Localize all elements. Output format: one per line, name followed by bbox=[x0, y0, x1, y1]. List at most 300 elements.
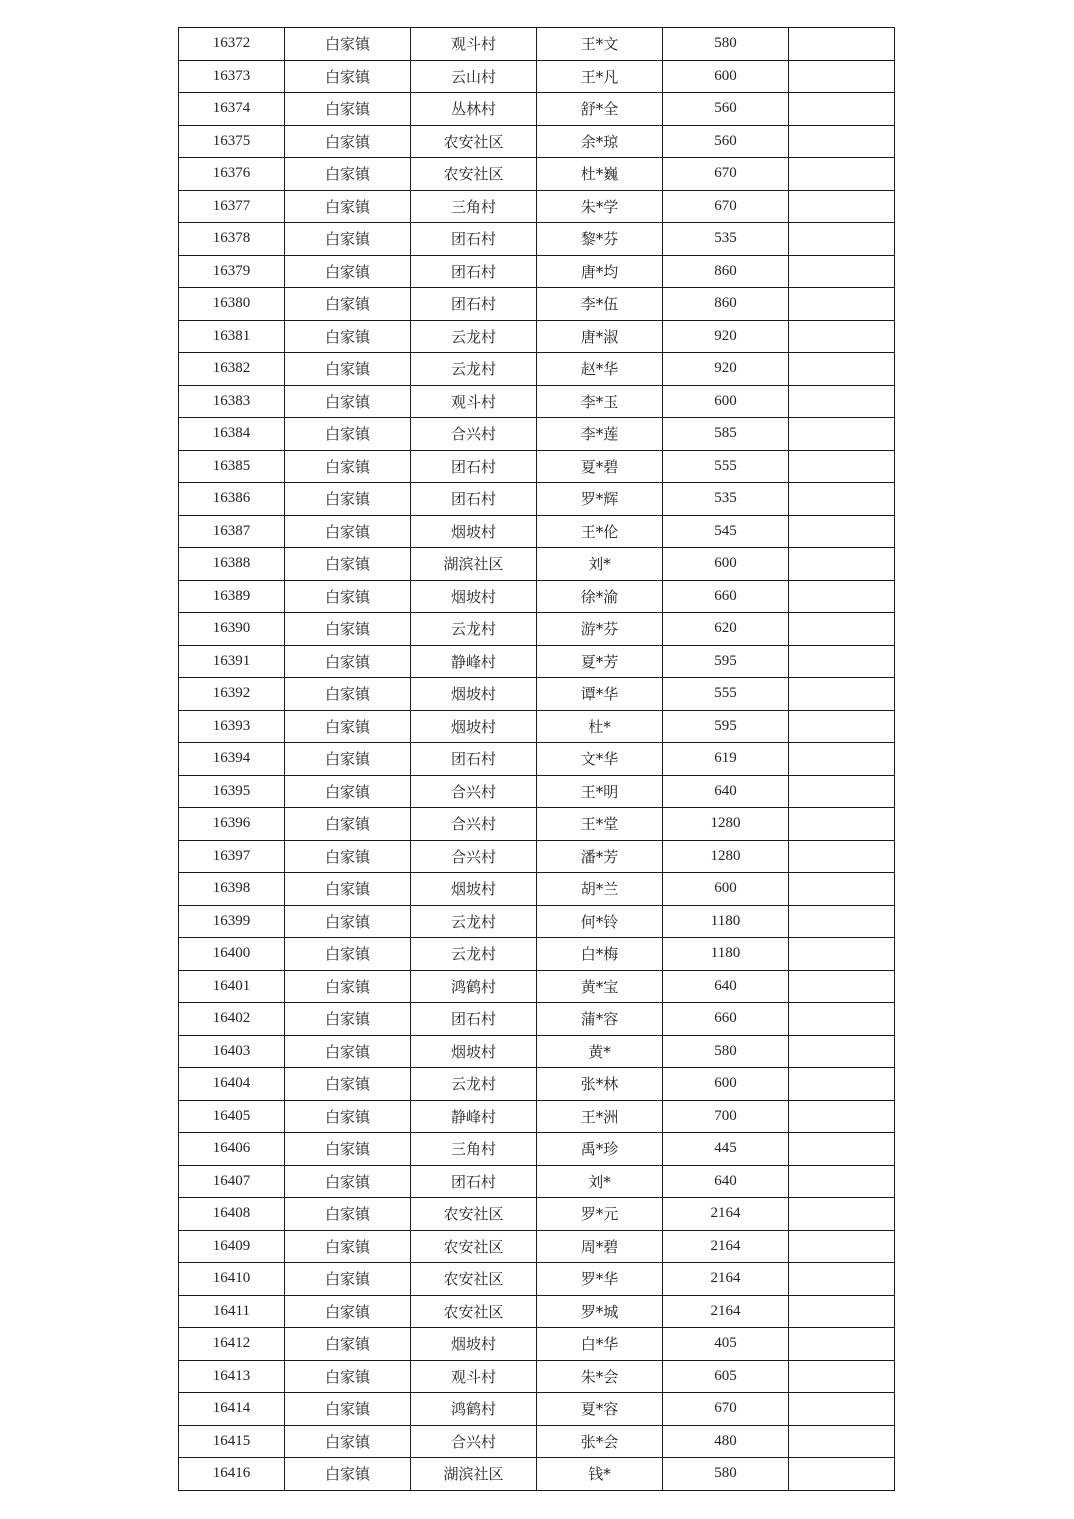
cell-serial-number: 16395 bbox=[179, 775, 285, 808]
cell-amount: 640 bbox=[663, 775, 789, 808]
cell-amount: 600 bbox=[663, 60, 789, 93]
cell-note bbox=[789, 450, 895, 483]
cell-village: 农安社区 bbox=[411, 1198, 537, 1231]
cell-amount: 580 bbox=[663, 28, 789, 61]
cell-person-name: 唐*淑 bbox=[537, 320, 663, 353]
cell-serial-number: 16410 bbox=[179, 1263, 285, 1296]
table-row bbox=[179, 1328, 895, 1361]
cell-amount: 580 bbox=[663, 1035, 789, 1068]
cell-person-name: 刘* bbox=[537, 548, 663, 581]
cell-note bbox=[789, 1263, 895, 1296]
cell-village: 云龙村 bbox=[411, 320, 537, 353]
cell-serial-number: 16372 bbox=[179, 28, 285, 61]
cell-amount: 580 bbox=[663, 1458, 789, 1491]
cell-town: 白家镇 bbox=[285, 223, 411, 256]
cell-serial-number: 16411 bbox=[179, 1295, 285, 1328]
cell-amount: 405 bbox=[663, 1328, 789, 1361]
cell-amount: 535 bbox=[663, 223, 789, 256]
cell-town: 白家镇 bbox=[285, 1198, 411, 1231]
cell-village: 云山村 bbox=[411, 60, 537, 93]
cell-village: 云龙村 bbox=[411, 613, 537, 646]
cell-village: 农安社区 bbox=[411, 1230, 537, 1263]
cell-note bbox=[789, 483, 895, 516]
cell-village: 烟坡村 bbox=[411, 515, 537, 548]
cell-town: 白家镇 bbox=[285, 125, 411, 158]
cell-village: 合兴村 bbox=[411, 840, 537, 873]
cell-person-name: 罗*城 bbox=[537, 1295, 663, 1328]
cell-town: 白家镇 bbox=[285, 1068, 411, 1101]
cell-person-name: 余*琼 bbox=[537, 125, 663, 158]
cell-village: 团石村 bbox=[411, 743, 537, 776]
cell-amount: 600 bbox=[663, 548, 789, 581]
cell-village: 烟坡村 bbox=[411, 580, 537, 613]
cell-serial-number: 16384 bbox=[179, 418, 285, 451]
cell-village: 团石村 bbox=[411, 223, 537, 256]
table-row bbox=[179, 223, 895, 256]
cell-person-name: 朱*学 bbox=[537, 190, 663, 223]
cell-note bbox=[789, 1198, 895, 1231]
cell-serial-number: 16408 bbox=[179, 1198, 285, 1231]
table-row bbox=[179, 1035, 895, 1068]
cell-serial-number: 16415 bbox=[179, 1425, 285, 1458]
cell-amount: 555 bbox=[663, 450, 789, 483]
cell-village: 合兴村 bbox=[411, 775, 537, 808]
cell-village: 观斗村 bbox=[411, 385, 537, 418]
cell-note bbox=[789, 1230, 895, 1263]
cell-note bbox=[789, 840, 895, 873]
cell-town: 白家镇 bbox=[285, 1328, 411, 1361]
cell-person-name: 白*华 bbox=[537, 1328, 663, 1361]
cell-person-name: 黄*宝 bbox=[537, 970, 663, 1003]
cell-note bbox=[789, 548, 895, 581]
cell-serial-number: 16388 bbox=[179, 548, 285, 581]
cell-note bbox=[789, 1003, 895, 1036]
cell-note bbox=[789, 905, 895, 938]
cell-village: 观斗村 bbox=[411, 1360, 537, 1393]
cell-town: 白家镇 bbox=[285, 970, 411, 1003]
cell-amount: 1280 bbox=[663, 808, 789, 841]
cell-person-name: 夏*芳 bbox=[537, 645, 663, 678]
cell-serial-number: 16382 bbox=[179, 353, 285, 386]
cell-person-name: 夏*碧 bbox=[537, 450, 663, 483]
cell-town: 白家镇 bbox=[285, 710, 411, 743]
table-row bbox=[179, 840, 895, 873]
cell-amount: 660 bbox=[663, 1003, 789, 1036]
cell-village: 团石村 bbox=[411, 483, 537, 516]
cell-town: 白家镇 bbox=[285, 613, 411, 646]
cell-town: 白家镇 bbox=[285, 743, 411, 776]
cell-person-name: 游*芬 bbox=[537, 613, 663, 646]
cell-village: 烟坡村 bbox=[411, 873, 537, 906]
cell-village: 合兴村 bbox=[411, 808, 537, 841]
cell-serial-number: 16405 bbox=[179, 1100, 285, 1133]
table-row bbox=[179, 808, 895, 841]
table-row bbox=[179, 710, 895, 743]
cell-note bbox=[789, 1068, 895, 1101]
cell-town: 白家镇 bbox=[285, 548, 411, 581]
table-row bbox=[179, 320, 895, 353]
cell-note bbox=[789, 613, 895, 646]
cell-serial-number: 16401 bbox=[179, 970, 285, 1003]
table-row bbox=[179, 158, 895, 191]
cell-serial-number: 16391 bbox=[179, 645, 285, 678]
cell-amount: 555 bbox=[663, 678, 789, 711]
cell-town: 白家镇 bbox=[285, 1360, 411, 1393]
cell-village: 丛林村 bbox=[411, 93, 537, 126]
cell-serial-number: 16375 bbox=[179, 125, 285, 158]
table-row bbox=[179, 483, 895, 516]
cell-serial-number: 16406 bbox=[179, 1133, 285, 1166]
cell-serial-number: 16386 bbox=[179, 483, 285, 516]
cell-serial-number: 16403 bbox=[179, 1035, 285, 1068]
cell-note bbox=[789, 288, 895, 321]
cell-amount: 595 bbox=[663, 645, 789, 678]
cell-town: 白家镇 bbox=[285, 1458, 411, 1491]
cell-serial-number: 16400 bbox=[179, 938, 285, 971]
cell-note bbox=[789, 678, 895, 711]
cell-village: 鸿鹤村 bbox=[411, 970, 537, 1003]
cell-person-name: 蒲*容 bbox=[537, 1003, 663, 1036]
cell-town: 白家镇 bbox=[285, 580, 411, 613]
cell-serial-number: 16383 bbox=[179, 385, 285, 418]
cell-person-name: 黎*芬 bbox=[537, 223, 663, 256]
cell-note bbox=[789, 385, 895, 418]
cell-serial-number: 16387 bbox=[179, 515, 285, 548]
cell-town: 白家镇 bbox=[285, 1230, 411, 1263]
cell-village: 团石村 bbox=[411, 1003, 537, 1036]
cell-town: 白家镇 bbox=[285, 1165, 411, 1198]
cell-village: 云龙村 bbox=[411, 1068, 537, 1101]
cell-amount: 560 bbox=[663, 125, 789, 158]
cell-note bbox=[789, 1035, 895, 1068]
cell-village: 烟坡村 bbox=[411, 678, 537, 711]
cell-serial-number: 16385 bbox=[179, 450, 285, 483]
cell-person-name: 潘*芳 bbox=[537, 840, 663, 873]
cell-note bbox=[789, 1360, 895, 1393]
cell-note bbox=[789, 1425, 895, 1458]
table-body bbox=[179, 28, 895, 1491]
cell-amount: 2164 bbox=[663, 1295, 789, 1328]
cell-person-name: 胡*兰 bbox=[537, 873, 663, 906]
cell-note bbox=[789, 93, 895, 126]
cell-village: 三角村 bbox=[411, 190, 537, 223]
table-row bbox=[179, 1393, 895, 1426]
cell-amount: 660 bbox=[663, 580, 789, 613]
table-row bbox=[179, 938, 895, 971]
table-row bbox=[179, 1263, 895, 1296]
cell-serial-number: 16413 bbox=[179, 1360, 285, 1393]
cell-person-name: 黄* bbox=[537, 1035, 663, 1068]
cell-village: 烟坡村 bbox=[411, 1035, 537, 1068]
table-row bbox=[179, 1133, 895, 1166]
table-row bbox=[179, 1425, 895, 1458]
cell-amount: 2164 bbox=[663, 1198, 789, 1231]
cell-amount: 700 bbox=[663, 1100, 789, 1133]
cell-note bbox=[789, 353, 895, 386]
cell-note bbox=[789, 1328, 895, 1361]
cell-person-name: 钱* bbox=[537, 1458, 663, 1491]
cell-town: 白家镇 bbox=[285, 1425, 411, 1458]
cell-serial-number: 16377 bbox=[179, 190, 285, 223]
table-row bbox=[179, 93, 895, 126]
table-row bbox=[179, 580, 895, 613]
cell-note bbox=[789, 125, 895, 158]
cell-village: 团石村 bbox=[411, 288, 537, 321]
cell-amount: 595 bbox=[663, 710, 789, 743]
cell-serial-number: 16397 bbox=[179, 840, 285, 873]
cell-note bbox=[789, 418, 895, 451]
cell-note bbox=[789, 28, 895, 61]
cell-amount: 860 bbox=[663, 288, 789, 321]
cell-serial-number: 16376 bbox=[179, 158, 285, 191]
cell-note bbox=[789, 190, 895, 223]
table-row bbox=[179, 450, 895, 483]
table-row bbox=[179, 288, 895, 321]
cell-person-name: 舒*全 bbox=[537, 93, 663, 126]
table-row bbox=[179, 905, 895, 938]
cell-serial-number: 16374 bbox=[179, 93, 285, 126]
cell-village: 云龙村 bbox=[411, 353, 537, 386]
cell-town: 白家镇 bbox=[285, 353, 411, 386]
cell-note bbox=[789, 808, 895, 841]
cell-person-name: 王*堂 bbox=[537, 808, 663, 841]
cell-town: 白家镇 bbox=[285, 1035, 411, 1068]
cell-note bbox=[789, 710, 895, 743]
cell-amount: 670 bbox=[663, 158, 789, 191]
cell-town: 白家镇 bbox=[285, 418, 411, 451]
cell-person-name: 杜*巍 bbox=[537, 158, 663, 191]
table-row bbox=[179, 353, 895, 386]
cell-town: 白家镇 bbox=[285, 60, 411, 93]
cell-amount: 1280 bbox=[663, 840, 789, 873]
cell-person-name: 李*莲 bbox=[537, 418, 663, 451]
cell-town: 白家镇 bbox=[285, 1100, 411, 1133]
cell-village: 三角村 bbox=[411, 1133, 537, 1166]
cell-town: 白家镇 bbox=[285, 190, 411, 223]
cell-person-name: 朱*会 bbox=[537, 1360, 663, 1393]
table-row bbox=[179, 873, 895, 906]
cell-town: 白家镇 bbox=[285, 158, 411, 191]
cell-note bbox=[789, 1295, 895, 1328]
cell-village: 农安社区 bbox=[411, 1263, 537, 1296]
cell-town: 白家镇 bbox=[285, 938, 411, 971]
cell-person-name: 文*华 bbox=[537, 743, 663, 776]
cell-person-name: 罗*元 bbox=[537, 1198, 663, 1231]
cell-village: 合兴村 bbox=[411, 1425, 537, 1458]
table-row bbox=[179, 1230, 895, 1263]
cell-serial-number: 16407 bbox=[179, 1165, 285, 1198]
cell-amount: 2164 bbox=[663, 1230, 789, 1263]
cell-amount: 605 bbox=[663, 1360, 789, 1393]
cell-serial-number: 16404 bbox=[179, 1068, 285, 1101]
table-row bbox=[179, 1198, 895, 1231]
cell-person-name: 周*碧 bbox=[537, 1230, 663, 1263]
cell-note bbox=[789, 1100, 895, 1133]
cell-note bbox=[789, 515, 895, 548]
cell-amount: 600 bbox=[663, 385, 789, 418]
cell-serial-number: 16394 bbox=[179, 743, 285, 776]
table-row bbox=[179, 1295, 895, 1328]
cell-town: 白家镇 bbox=[285, 1263, 411, 1296]
cell-amount: 535 bbox=[663, 483, 789, 516]
cell-note bbox=[789, 1393, 895, 1426]
cell-town: 白家镇 bbox=[285, 678, 411, 711]
cell-person-name: 王*洲 bbox=[537, 1100, 663, 1133]
cell-person-name: 王*伦 bbox=[537, 515, 663, 548]
table-row bbox=[179, 28, 895, 61]
cell-town: 白家镇 bbox=[285, 28, 411, 61]
cell-amount: 600 bbox=[663, 873, 789, 906]
table-row bbox=[179, 1360, 895, 1393]
cell-serial-number: 16389 bbox=[179, 580, 285, 613]
cell-note bbox=[789, 1133, 895, 1166]
cell-serial-number: 16402 bbox=[179, 1003, 285, 1036]
cell-note bbox=[789, 255, 895, 288]
table-row bbox=[179, 1458, 895, 1491]
cell-note bbox=[789, 320, 895, 353]
cell-town: 白家镇 bbox=[285, 1003, 411, 1036]
table-row bbox=[179, 1165, 895, 1198]
cell-person-name: 张*会 bbox=[537, 1425, 663, 1458]
cell-person-name: 赵*华 bbox=[537, 353, 663, 386]
cell-note bbox=[789, 970, 895, 1003]
cell-village: 烟坡村 bbox=[411, 710, 537, 743]
cell-person-name: 罗*辉 bbox=[537, 483, 663, 516]
table-row bbox=[179, 1003, 895, 1036]
cell-serial-number: 16381 bbox=[179, 320, 285, 353]
cell-person-name: 王*文 bbox=[537, 28, 663, 61]
cell-serial-number: 16409 bbox=[179, 1230, 285, 1263]
cell-village: 农安社区 bbox=[411, 125, 537, 158]
cell-note bbox=[789, 873, 895, 906]
cell-village: 团石村 bbox=[411, 450, 537, 483]
cell-note bbox=[789, 775, 895, 808]
cell-note bbox=[789, 938, 895, 971]
cell-person-name: 白*梅 bbox=[537, 938, 663, 971]
cell-town: 白家镇 bbox=[285, 483, 411, 516]
cell-town: 白家镇 bbox=[285, 645, 411, 678]
cell-town: 白家镇 bbox=[285, 450, 411, 483]
cell-serial-number: 16414 bbox=[179, 1393, 285, 1426]
cell-person-name: 禹*珍 bbox=[537, 1133, 663, 1166]
cell-town: 白家镇 bbox=[285, 320, 411, 353]
cell-person-name: 罗*华 bbox=[537, 1263, 663, 1296]
cell-note bbox=[789, 580, 895, 613]
cell-serial-number: 16378 bbox=[179, 223, 285, 256]
cell-village: 观斗村 bbox=[411, 28, 537, 61]
cell-town: 白家镇 bbox=[285, 775, 411, 808]
cell-amount: 640 bbox=[663, 970, 789, 1003]
cell-person-name: 谭*华 bbox=[537, 678, 663, 711]
table-row bbox=[179, 645, 895, 678]
cell-village: 团石村 bbox=[411, 255, 537, 288]
cell-town: 白家镇 bbox=[285, 385, 411, 418]
table-row bbox=[179, 1068, 895, 1101]
cell-note bbox=[789, 158, 895, 191]
cell-note bbox=[789, 645, 895, 678]
cell-person-name: 杜* bbox=[537, 710, 663, 743]
cell-amount: 2164 bbox=[663, 1263, 789, 1296]
cell-amount: 600 bbox=[663, 1068, 789, 1101]
cell-person-name: 李*伍 bbox=[537, 288, 663, 321]
cell-person-name: 唐*均 bbox=[537, 255, 663, 288]
cell-serial-number: 16393 bbox=[179, 710, 285, 743]
cell-person-name: 李*玉 bbox=[537, 385, 663, 418]
cell-amount: 545 bbox=[663, 515, 789, 548]
cell-serial-number: 16390 bbox=[179, 613, 285, 646]
cell-serial-number: 16380 bbox=[179, 288, 285, 321]
cell-amount: 619 bbox=[663, 743, 789, 776]
cell-note bbox=[789, 60, 895, 93]
table-row bbox=[179, 743, 895, 776]
cell-person-name: 何*铃 bbox=[537, 905, 663, 938]
cell-village: 湖滨社区 bbox=[411, 548, 537, 581]
cell-note bbox=[789, 1458, 895, 1491]
cell-town: 白家镇 bbox=[285, 1393, 411, 1426]
cell-note bbox=[789, 1165, 895, 1198]
cell-town: 白家镇 bbox=[285, 905, 411, 938]
cell-amount: 620 bbox=[663, 613, 789, 646]
cell-person-name: 刘* bbox=[537, 1165, 663, 1198]
table-row bbox=[179, 418, 895, 451]
cell-amount: 920 bbox=[663, 353, 789, 386]
table-row bbox=[179, 775, 895, 808]
cell-village: 农安社区 bbox=[411, 1295, 537, 1328]
cell-serial-number: 16412 bbox=[179, 1328, 285, 1361]
table-row bbox=[179, 60, 895, 93]
cell-village: 烟坡村 bbox=[411, 1328, 537, 1361]
data-table bbox=[178, 27, 895, 1491]
cell-serial-number: 16399 bbox=[179, 905, 285, 938]
table-row bbox=[179, 613, 895, 646]
cell-amount: 445 bbox=[663, 1133, 789, 1166]
table-row bbox=[179, 515, 895, 548]
cell-village: 合兴村 bbox=[411, 418, 537, 451]
cell-amount: 1180 bbox=[663, 938, 789, 971]
cell-serial-number: 16373 bbox=[179, 60, 285, 93]
table-row bbox=[179, 255, 895, 288]
cell-town: 白家镇 bbox=[285, 515, 411, 548]
cell-serial-number: 16392 bbox=[179, 678, 285, 711]
cell-person-name: 王*明 bbox=[537, 775, 663, 808]
table-row bbox=[179, 1100, 895, 1133]
cell-town: 白家镇 bbox=[285, 255, 411, 288]
cell-village: 湖滨社区 bbox=[411, 1458, 537, 1491]
table-row bbox=[179, 548, 895, 581]
table-row bbox=[179, 190, 895, 223]
cell-amount: 1180 bbox=[663, 905, 789, 938]
cell-town: 白家镇 bbox=[285, 93, 411, 126]
cell-village: 云龙村 bbox=[411, 938, 537, 971]
cell-amount: 560 bbox=[663, 93, 789, 126]
cell-village: 农安社区 bbox=[411, 158, 537, 191]
table-row bbox=[179, 678, 895, 711]
cell-amount: 920 bbox=[663, 320, 789, 353]
cell-town: 白家镇 bbox=[285, 1133, 411, 1166]
cell-village: 云龙村 bbox=[411, 905, 537, 938]
cell-amount: 670 bbox=[663, 1393, 789, 1426]
table-row bbox=[179, 385, 895, 418]
cell-serial-number: 16416 bbox=[179, 1458, 285, 1491]
cell-note bbox=[789, 743, 895, 776]
cell-serial-number: 16396 bbox=[179, 808, 285, 841]
cell-town: 白家镇 bbox=[285, 840, 411, 873]
cell-village: 团石村 bbox=[411, 1165, 537, 1198]
cell-person-name: 王*凡 bbox=[537, 60, 663, 93]
cell-person-name: 张*林 bbox=[537, 1068, 663, 1101]
cell-village: 静峰村 bbox=[411, 645, 537, 678]
cell-amount: 640 bbox=[663, 1165, 789, 1198]
